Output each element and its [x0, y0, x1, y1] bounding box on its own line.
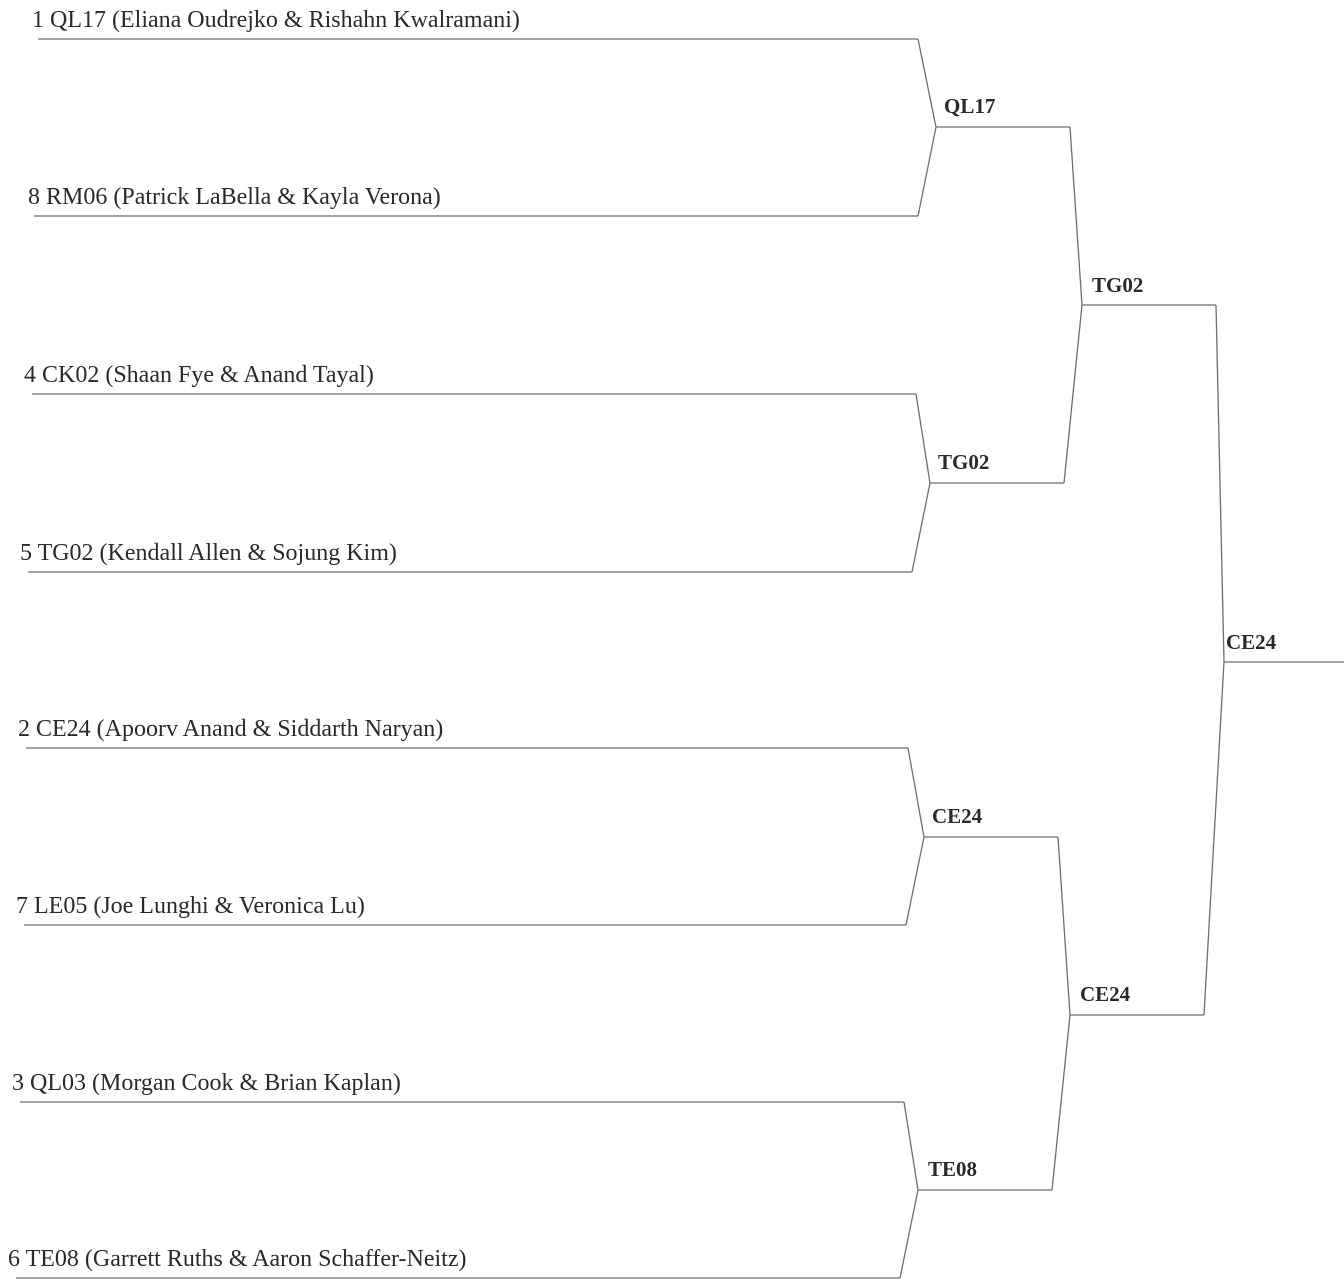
seed-entry: 8 RM06 (Patrick LaBella & Kayla Verona)	[28, 184, 441, 210]
seed-entry: 5 TG02 (Kendall Allen & Sojung Kim)	[20, 540, 397, 566]
seed-entry: 7 LE05 (Joe Lunghi & Veronica Lu)	[16, 893, 365, 919]
bracket-connector	[918, 39, 936, 216]
quarterfinal-winner: QL17	[944, 94, 996, 118]
semifinal-winner: CE24	[1080, 982, 1131, 1006]
bracket-connector	[900, 1102, 918, 1278]
quarterfinal-winner: TE08	[928, 1157, 978, 1181]
seed-entry: 6 TE08 (Garrett Ruths & Aaron Schaffer-Neitz)	[8, 1246, 467, 1272]
bracket-connector	[1204, 305, 1224, 1015]
seed-entry: 2 CE24 (Apoorv Anand & Siddarth Naryan)	[18, 716, 444, 742]
seed-entry: 4 CK02 (Shaan Fye & Anand Tayal)	[24, 362, 374, 388]
seed-entry: 3 QL03 (Morgan Cook & Brian Kaplan)	[12, 1070, 401, 1096]
bracket-connector	[912, 394, 930, 572]
seed-entry: 1 QL17 (Eliana Oudrejko & Rishahn Kwalramani)	[32, 7, 520, 33]
bracket-connector	[906, 748, 924, 925]
quarterfinal-winner: CE24	[932, 804, 983, 828]
quarterfinal-winner: TG02	[938, 450, 990, 474]
bracket-connector	[1064, 127, 1082, 483]
semifinal-winner: TG02	[1092, 273, 1144, 297]
bracket-connector	[1052, 837, 1070, 1190]
champion: CE24	[1226, 630, 1277, 654]
